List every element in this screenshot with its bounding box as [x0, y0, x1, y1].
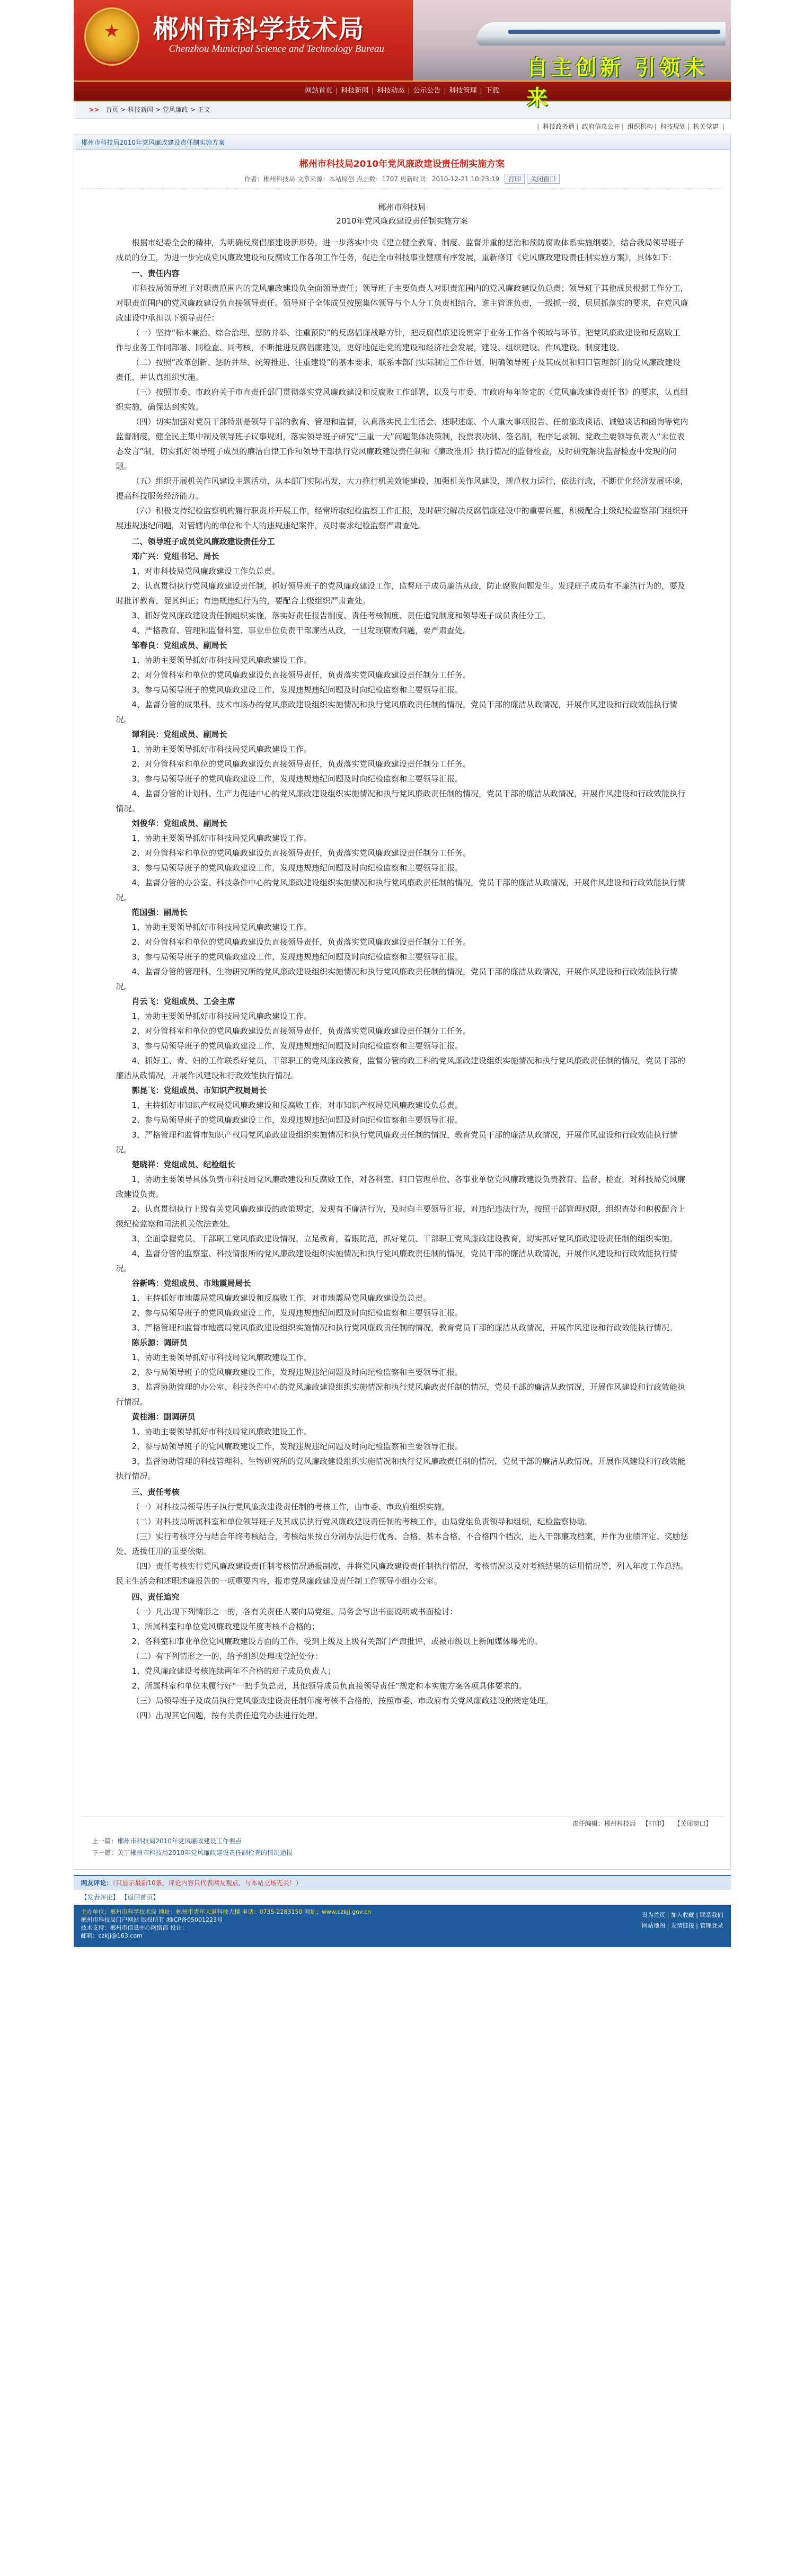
comment-strip: [74, 1875, 731, 1890]
site-title-en: Chenzhou Municipal Science and Technology Bureau: [169, 43, 384, 55]
section-heading: 四、责任追究: [131, 1592, 180, 1602]
footer-links-row-2[interactable]: 网站地图 | 友情链接 | 管理登录: [642, 1922, 723, 1929]
footer-line-3: 技术支持：郴州市信息中心网络部 设计：: [81, 1924, 188, 1931]
article-paragraph: 1、所属科室和单位党风廉政建设年度考核不合格的；: [131, 1622, 320, 1631]
quick-links: [74, 119, 731, 135]
breadcrumb-home[interactable]: 首页: [105, 106, 119, 113]
next-article: [92, 1847, 712, 1859]
article-paragraph: 4、监督分管的管理科、生物研究所的党风廉政建设组织实施情况和执行党风廉政责任制的情况，党员干部的廉洁从政情况，开展作风建设和行政效能执行情况。: [116, 967, 678, 991]
article-paragraph: 2、各科室和事业单位党风廉政建设方面的工作，受到上级及上级有关部门严肃批评，或被市级以上新闻媒体曝光的。: [131, 1637, 543, 1646]
article-title: 郴州市科技局2010年党风廉政建设责任制实施方案: [299, 159, 505, 170]
nav-separator: |: [444, 87, 446, 94]
article-paragraph: （一）坚持“标本兼治、综合治理、惩防并举、注重预防”的反腐倡廉战略方针，把反腐倡廉建设贯穿于业务工作各个领域与环节。把党风廉政建设和反腐败工作与业务工作同部署、同检查、同考核，不断推进反腐倡廉建设，更好地促进党的建设和经济社会发展，建设、组织建设、作风建设、制度建设。: [116, 328, 681, 352]
article-footer-row: [82, 1816, 723, 1830]
comment-notice: （只显示最新10条，评论内容只代表网友观点，与本站立场无关！）: [112, 1879, 302, 1887]
article-paragraph: 2、认真贯彻执行党风廉政建设责任制，抓好领导班子的党风廉政建设工作，监督班子成员廉洁从政，防止腐败问题发生。发现班子成员有不廉洁行为的，要及时批评教育，促其纠正；有违规违纪行为的，要配合上级组织严肃查处。: [116, 581, 686, 606]
article-subtitle: 2010年党风廉政建设责任制实施方案: [336, 216, 468, 226]
nav-item[interactable]: 科技管理: [449, 87, 477, 95]
article-paragraph: 1、对市科技局党风廉政建设工作负总责。: [131, 566, 280, 576]
article-body: [116, 200, 688, 1813]
article-paragraph: 2、所属科室和单位未履行好“一把手负总责，其他领导成员负直接领导责任”规定和本实施方案各项具体要求的。: [131, 1681, 527, 1691]
article-paragraph: 2、对分管科室和单位的党风廉政建设负直接领导责任，负责落实党风廉政建设责任制分工任务。: [131, 670, 471, 680]
article-paragraph: （四）出现其它问题，按有关责任追究办法进行处理。: [131, 1711, 323, 1720]
article-paragraph: （六）积极支持纪检监察机构履行职责并开展工作，经常听取纪检监察工作汇报，及时研究解决反腐倡廉建设中的重要问题，积极配合上级纪检监察部门组织开展违规违纪问题，对管辖内的单位和个人的违规违纪案件，及时要求纪检监察严肃查处。: [116, 506, 688, 530]
article-paragraph: 1、协助主要领导具体负责市科技局党风廉政建设和反腐败工作，对各科室、归口管理单位、各事业单位党风廉政建设负责教育、监督、检查，对科技局党风廉政建设负责。: [116, 1175, 686, 1199]
footer-print-link[interactable]: 【打印】: [642, 1820, 668, 1827]
article-paragraph: 2、认真贯彻执行上级有关党风廉政建设的政策规定，发现有不廉洁行为，及时向主要领导汇报，对违纪违法行为，按照干部管理权限，组织查处和积极配合上级纪检监察和司法机关依法查处。: [116, 1204, 686, 1229]
breadcrumb-item: 正文: [197, 106, 210, 113]
quick-link-separator: |: [622, 123, 626, 130]
quick-link-separator: |: [687, 123, 692, 130]
article-paragraph: 3、严格管理和监督市地震局党风廉政建设组织实施情况和执行党风廉政责任制的情况，教育党员干部的廉洁从政情况，开展作风建设和行政效能执行情况。: [131, 1323, 678, 1333]
article-paragraph: 1、协助主要领导抓好市科技局党风廉政建设工作。: [131, 922, 312, 932]
article-paragraph: 4、严格教育、管理和监督科室、事业单位负责干部廉洁从政，一旦发现腐败问题，要严肃查处。: [131, 626, 471, 635]
article-frame-title: 郴州市科技局2010年党风廉政建设责任制实施方案: [74, 135, 730, 150]
footer-line-4: 邮箱：czkjj@163.com: [81, 1932, 143, 1939]
article-paragraph: 3、监督协助管理的科技管理科、生物研究所的党风廉政建设组织实施情况和执行党风廉政责任制的情况，党员干部的廉洁从政情况，开展作风建设和行政效能执行情况。: [116, 1456, 686, 1481]
nav-item[interactable]: 下载: [485, 87, 499, 95]
member-heading: 肖云飞：党组成员、工会主席: [131, 997, 235, 1006]
nav-separator: |: [372, 87, 374, 94]
article-paragraph: 3、全面掌握党员、干部职工党风廉政建设情况，立足教育，着眼防范，抓好党员、干部职工党风廉政建设教育，切实抓好党风廉政建设责任制的组织实施。: [131, 1234, 678, 1243]
nav-item[interactable]: 网站首页: [305, 87, 333, 95]
article-paragraph: （一）对科技局领导班子执行党风廉政建设责任制的考核工作，由市委、市政府组织实施。: [131, 1502, 450, 1512]
article-paragraph: （四）责任考核实行党风廉政建设责任制考核情况通报制度，并将党风廉政建设责任制执行情况，考核情况以及对考核结果的运用情况等，列入年度工作总结。民主生活会和述职述廉报告的一项重要内容，报市党风廉政建设责任制工作领导小组办公室。: [116, 1561, 688, 1586]
article-paragraph: 3、参与局领导班子的党风廉政建设工作，发现违规违纪问题及时向纪检监察和主要领导汇报。: [131, 863, 463, 873]
editor-label: 责任编辑：郴州科技局: [572, 1820, 636, 1827]
article-paragraph: 1、主持抓好市知识产权局党风廉政建设和反腐败工作，对市知识产权局党风廉政建设负总责。: [131, 1100, 463, 1110]
prev-next-links: [82, 1830, 723, 1864]
article-paragraph: （三）按照市委、市政府关于市直责任部门贯彻落实党风廉政建设和反腐败工作部署，以及与市委、市政府每年签定的《党风廉政建设责任书》的要求，认真组织实施，确保达到实效。: [116, 387, 688, 412]
article-paragraph: （二）对科技局所属科室和单位领导班子及其成员执行党风廉政建设责任制的考核工作，由局党组负责领导和组织，纪检监察协助。: [131, 1517, 593, 1526]
article-paragraph: 根据市纪委全会的精神，为明确反腐倡廉建设新形势，进一步落实中央《建立健全教育、制度、监督并重的惩治和预防腐败体系实施纲要》，结合我局领导班子成员的分工，为进一步完成党风廉政建设和反腐败工作各项工作任务，促进全市科技事业健康有序发展，重新修订《党风廉政建设责任制实施方案》，具体如下：: [116, 238, 685, 262]
member-heading: 陈乐源：调研员: [131, 1338, 188, 1347]
banner-train-image: [476, 22, 726, 46]
article-paragraph: 2、对分管科室和单位的党风廉政建设负直接领导责任，负责落实党风廉政建设责任制分工任务。: [131, 759, 471, 769]
article-paragraph: 1、协助主要领导抓好市科技局党风廉政建设工作。: [131, 1011, 312, 1021]
article-paragraph: 1、协助主要领导抓好市科技局党风廉政建设工作。: [131, 655, 312, 665]
prev-label: 上一篇：: [92, 1837, 118, 1845]
article-paragraph: 市科技局领导班子对职责范围内的党风廉政建设负全面领导责任；领导班子主要负责人对职责范围内的党风廉政建设负总责；领导班子其他成员根据工作分工，对职责范围内的党风廉政建设负直接领导责任。领导班子全体成员按照集体领导与个人分工负责相结合，谁主管谁负责，一级抓一级，层层抓落实的要求，在党风廉政建设中承担以下领导责任：: [116, 283, 688, 323]
footer-close-link[interactable]: 【关闭窗口】: [674, 1820, 712, 1827]
breadcrumb-separator: >: [188, 106, 198, 113]
member-heading: 谷新鸣：党组成员、市地震局局长: [131, 1278, 251, 1288]
article-paragraph: 1、协助主要领导抓好市科技局党风廉政建设工作。: [131, 1353, 312, 1362]
quick-link[interactable]: 科技政务通: [543, 123, 575, 130]
article-paragraph: 4、监督分管的计划科、生产力促进中心的党风廉政建设组织实施情况和执行党风廉政责任制的情况，党员干部的廉洁从政情况，开展作风建设和行政效能执行情况。: [116, 789, 686, 813]
site-footer: [74, 1905, 731, 1947]
nav-item[interactable]: 科技新闻: [341, 87, 369, 95]
article-blank-space: [116, 1723, 688, 1813]
article-paragraph: 3、参与局领导班子的党风廉政建设工作，发现违规违纪问题及时向纪检监察和主要领导汇报。: [131, 685, 463, 695]
article-paragraph: 1、党风廉政建设考核连续两年不合格的班子成员负责人；: [131, 1666, 336, 1676]
article-meta-text: 作者：郴州科技局 文章来源：本站原创 点击数：1707 更新时间：2010-12-21 10:23:19: [244, 175, 500, 183]
article-paragraph: （五）组织开展机关作风建设主题活动，从本部门实际出发，大力推行机关效能建设，加强机关作风建设，规范权力运行，依法行政，不断优化经济发展环境，提高科技服务经济能力。: [116, 476, 688, 501]
section-heading: 二、领导班子成员党风廉政建设责任分工: [131, 537, 275, 546]
member-heading: 郭昆飞：党组成员、市知识产权局局长: [131, 1086, 267, 1095]
quick-link[interactable]: 机关党建: [693, 123, 719, 130]
footer-line-1: 主办单位：郴州市科学技术局 地址：郴州市青年大道科技大楼 电话：0735-2283150 网址：www.czkjj.gov.cn: [81, 1908, 372, 1915]
quick-link-separator: |: [654, 123, 659, 130]
print-button[interactable]: 打印: [505, 174, 525, 184]
site-slogan: 自主创新 引领未来: [526, 56, 708, 110]
article-paragraph: （二）按照“改革创新、惩防并举、统筹推进、注重建设”的基本要求，联系本部门实际制定工作计划，明确领导班子及其成员和归口管理部门的党风廉政建设责任，并认真组织实施。: [116, 358, 681, 382]
article-paragraph: 1、协助主要领导抓好市科技局党风廉政建设工作。: [131, 833, 312, 843]
site-title: 郴州市科学技术局: [153, 14, 365, 44]
article-paragraph: 4、监督分管的监察室、科技情报所的党风廉政建设组织实施情况和执行党风廉政责任制的情况，党员干部的廉洁从政情况，开展作风建设和行政效能执行情况。: [116, 1249, 678, 1273]
member-heading: 邓广兴：党组书记、局长: [131, 552, 219, 561]
member-heading: 黄桂湘：副调研员: [131, 1412, 196, 1422]
nav-separator: |: [335, 87, 338, 94]
article-paragraph: 4、抓好工、青、妇的工作联系好党员、干部职工的党风廉政教育，监督分管的政工科的党风廉政建设组织实施情况和执行党风廉政责任制的情况，党员干部的廉洁从政情况，开展作风建设和行政效能执行情况。: [116, 1056, 686, 1080]
nav-separator: |: [408, 87, 410, 94]
article-paragraph: 2、对分管科室和单位的党风廉政建设负直接领导责任，负责落实党风廉政建设责任制分工任务。: [131, 937, 471, 947]
quick-link-separator: |: [537, 123, 542, 130]
page: [74, 0, 731, 1947]
article-paragraph: 2、对分管科室和单位的党风廉政建设负直接领导责任，负责落实党风廉政建设责任制分工任务。: [131, 1026, 471, 1036]
article-paragraph: 2、参与局领导班子的党风廉政建设工作，发现违规违纪问题及时向纪检监察和主要领导汇报。: [131, 1367, 463, 1377]
breadcrumb-item[interactable]: 党风廉政: [162, 106, 188, 113]
article-paragraph: 1、主持抓好市地震局党风廉政建设和反腐败工作，对市地震局党风廉政建设负总责。: [131, 1293, 431, 1303]
nav-item[interactable]: 公示公告: [413, 87, 441, 95]
footer-links: [549, 1910, 723, 1931]
next-label: 下一篇：: [92, 1849, 118, 1857]
article-paragraph: 1、协助主要领导抓好市科技局党风廉政建设工作。: [131, 1427, 312, 1436]
section-heading: 一、责任内容: [131, 269, 180, 278]
quick-link[interactable]: 组织机构: [627, 123, 653, 130]
comment-links: [74, 1890, 731, 1905]
article-paragraph: （四）切实加强对党员干部特别是领导干部的教育、管理和监督，认真落实民主生活会、述职述廉、个人重大事项报告、任前廉政谈话、诫勉谈话和函询等党内监督制度，健全民主集中制及领导班子议事规则，落实领导班子研究“三重一大”问题集体决策制，投票表决制、签名制，程序记录制、党政主要领导负责人“末位表态发言”制，切实抓好领导班子成员的廉洁自律工作和领导干部执行党风廉政建设责任制和《廉政准则》执行情况的监督检查，及时研究解决监督检查中发现的问题。: [116, 417, 688, 471]
breadcrumb-separator: >: [120, 106, 128, 113]
article-paragraph: （三）局领导班子及成员执行党风廉政建设责任制年度考核不合格的，按照市委、市政府有关党风廉政建设的规定处理。: [131, 1696, 553, 1706]
member-heading: 楚晓祥：党组成员、纪检组长: [131, 1160, 235, 1169]
article-paragraph: 3、参与局领导班子的党风廉政建设工作，发现违规违纪问题及时向纪检监察和主要领导汇报。: [131, 1041, 463, 1051]
member-heading: 刘俊华：党组成员、副局长: [131, 819, 227, 828]
article-paragraph: 3、严格管理和监督市知识产权局党风廉政建设组织实施情况和执行党风廉政责任制的情况，教育党员干部的廉洁从政情况，开展作风建设和行政效能执行情况。: [116, 1130, 678, 1154]
quick-link-separator: |: [720, 123, 725, 130]
article-paragraph: 2、参与局领导班子的党风廉政建设工作，发现违规违纪问题及时向纪检监察和主要领导汇报。: [131, 1442, 463, 1451]
article-meta: [82, 174, 723, 189]
nav-item[interactable]: 科技动态: [377, 87, 405, 95]
article-paragraph: 2、参与局领导班子的党风廉政建设工作，发现违规违纪问题及时向纪检监察和主要领导汇报。: [131, 1115, 463, 1125]
post-comment-link[interactable]: 【发表评论】: [81, 1894, 119, 1901]
member-heading: 谭利民：党组成员、副局长: [131, 730, 227, 739]
prev-article-link[interactable]: 郴州市科技局2010年党风廉政建设工作要点: [117, 1837, 242, 1845]
member-heading: 邹春良：党组成员、副局长: [131, 641, 227, 650]
section-heading: 三、责任考核: [131, 1487, 180, 1497]
article-paragraph: 4、监督分管的办公室、科技条件中心的党风廉政建设组织实施情况和执行党风廉政责任制的情况，党员干部的廉洁从政情况，开展作风建设和行政效能执行情况。: [116, 878, 686, 902]
article-paragraph: （一）凡出现下列情形之一的，各有关责任人要向局党组、局务会写出书面说明或书面检讨：: [131, 1607, 458, 1616]
article-paragraph: 3、监督协助管理的办公室、科技条件中心的党风廉政建设组织实施情况和执行党风廉政责任制的情况，党员干部的廉洁从政情况，开展作风建设和行政效能执行情况。: [116, 1382, 686, 1407]
article-paragraph: （三）实行考核评分与结合年终考核结合，考核结果按百分制办法进行优秀、合格、基本合格、不合格四个档次，进入干部廉政档案，并作为业绩评定、奖励惩处、选拔任用的重要依据。: [116, 1532, 688, 1556]
article-paragraph: 2、对分管科室和单位的党风廉政建设负直接领导责任，负责落实党风廉政建设责任制分工任务。: [131, 848, 471, 858]
quick-link[interactable]: 政府信息公开: [582, 123, 621, 130]
breadcrumb-arrow-icon: >>: [89, 106, 100, 113]
article-frame: [74, 135, 731, 1870]
quick-link-separator: |: [576, 123, 580, 130]
article-paragraph: 2、参与局领导班子的党风廉政建设工作，发现违规违纪问题及时向纪检监察和主要领导汇报。: [131, 1308, 463, 1318]
article-paragraph: 4、监督分管的成果科、技术市场办的党风廉政建设组织实施情况和执行党风廉政责任制的情况，党员干部的廉洁从政情况，开展作风建设和行政效能执行情况。: [116, 700, 678, 724]
article-org: 郴州市科技局: [378, 202, 426, 212]
article-paragraph: 1、协助主要领导抓好市科技局党风廉政建设工作。: [131, 744, 312, 754]
breadcrumb-item[interactable]: 科技新闻: [128, 106, 154, 113]
footer-info: [81, 1908, 537, 1940]
close-window-button[interactable]: 关闭窗口: [527, 174, 560, 184]
national-emblem-icon: [84, 7, 139, 66]
footer-line-2: 郴州市科技局门户网站 版权所有 湘ICP备05001223号: [81, 1916, 223, 1923]
quick-link[interactable]: 科技规划: [660, 123, 686, 130]
back-home-link[interactable]: 【返回首页】: [121, 1894, 160, 1901]
comment-label: 网友评论：: [81, 1879, 113, 1887]
article-paragraph: （二）有下列情形之一的，给予组织处理或党纪处分：: [131, 1651, 323, 1661]
article-paragraph: 3、参与局领导班子的党风廉政建设工作，发现违规违纪问题及时向纪检监察和主要领导汇报。: [131, 774, 463, 784]
article-paragraph: 3、参与局领导班子的党风廉政建设工作，发现违规违纪问题及时向纪检监察和主要领导汇报。: [131, 952, 463, 962]
footer-links-row-1[interactable]: 设为首页 | 加入收藏 | 联系我们: [642, 1912, 723, 1918]
prev-article: [92, 1835, 712, 1847]
article-paragraph: 3、抓好党风廉政建设责任制组织实施，落实好责任报告制度、责任考核制度、责任追究制度和领导班子成员责任分工。: [131, 611, 551, 620]
member-heading: 范国强：副局长: [131, 908, 188, 917]
nav-separator: |: [480, 87, 482, 94]
next-article-link[interactable]: 关于郴州市科技局2010年党风廉政建设责任制检查的情况通报: [117, 1849, 293, 1857]
breadcrumb-separator: >: [153, 106, 163, 113]
